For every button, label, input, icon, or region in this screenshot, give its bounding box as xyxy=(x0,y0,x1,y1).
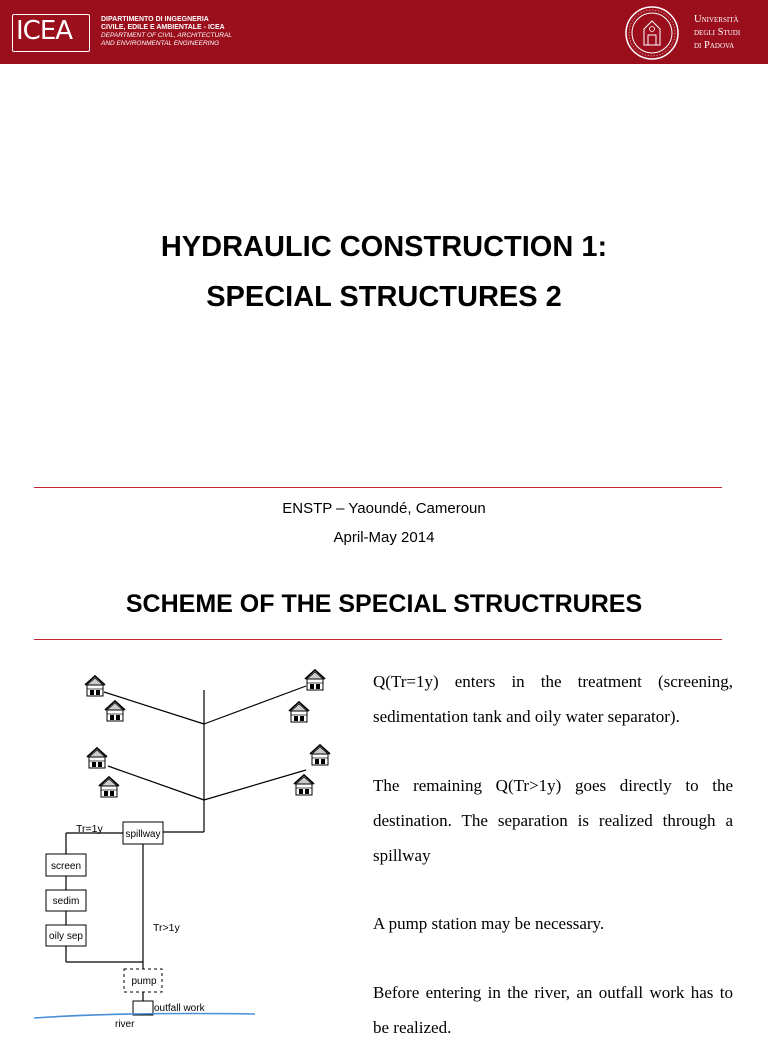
tr-eq-label: Tr=1y xyxy=(76,823,103,835)
spillway-label: spillway xyxy=(125,829,161,840)
sedim-label: sedim xyxy=(52,896,80,907)
house-icon xyxy=(87,748,107,768)
paragraph-pump: A pump station may be necessary. xyxy=(373,914,605,933)
paragraph-outfall: Before entering in the river, an outfall work has to be realized. xyxy=(373,983,733,1037)
divider-heading xyxy=(34,639,722,640)
river-label: river xyxy=(115,1019,135,1030)
icea-logo xyxy=(12,14,90,52)
section-heading: SCHEME OF THE SPECIAL STRUCTRURES xyxy=(125,590,643,618)
page-title: HYDRAULIC CONSTRUCTION 1: SPECIAL STRUCTURES 2 xyxy=(160,231,608,313)
university-name: Università degli Studi di Padova xyxy=(694,14,741,51)
house-icon xyxy=(289,702,309,722)
tr-gt-label: Tr>1y xyxy=(153,922,180,934)
river-line xyxy=(34,1014,255,1019)
icea-logo-text: ICEA xyxy=(16,16,73,46)
subtitle-location: ENSTP – Yaoundé, Cameroun xyxy=(282,500,486,517)
pump-label: pump xyxy=(131,976,157,987)
house-icon xyxy=(99,777,119,797)
subtitle-date: April-May 2014 xyxy=(333,529,435,546)
university-seal-icon xyxy=(624,5,680,61)
divider-top xyxy=(34,487,722,488)
house-icon xyxy=(85,676,105,696)
department-name: DIPARTIMENTO DI INGEGNERIA CIVILE, EDILE E AMBIENTALE - ICEA DEPARTMENT OF CIVIL, ARCHITECTURAL AND ENVIRONMENTAL ENGINEERING xyxy=(101,16,232,47)
paragraph-treatment: Q(Tr=1y) enters in the treatment (screening, sedimentation tank and oily water separator). xyxy=(373,672,733,726)
house-icon xyxy=(105,701,125,721)
scheme-diagram xyxy=(30,660,350,1030)
house-icon xyxy=(310,745,330,765)
oily-sep-label: oily sep xyxy=(49,931,83,942)
screen-label: screen xyxy=(50,861,82,872)
outfall-label: outfall work xyxy=(154,1003,205,1014)
house-icon xyxy=(294,775,314,795)
paragraph-spillway: The remaining Q(Tr>1y) goes directly to the destination. The separation is realized through a spillway xyxy=(373,776,733,865)
header-banner xyxy=(0,0,768,64)
house-icon xyxy=(305,670,325,690)
